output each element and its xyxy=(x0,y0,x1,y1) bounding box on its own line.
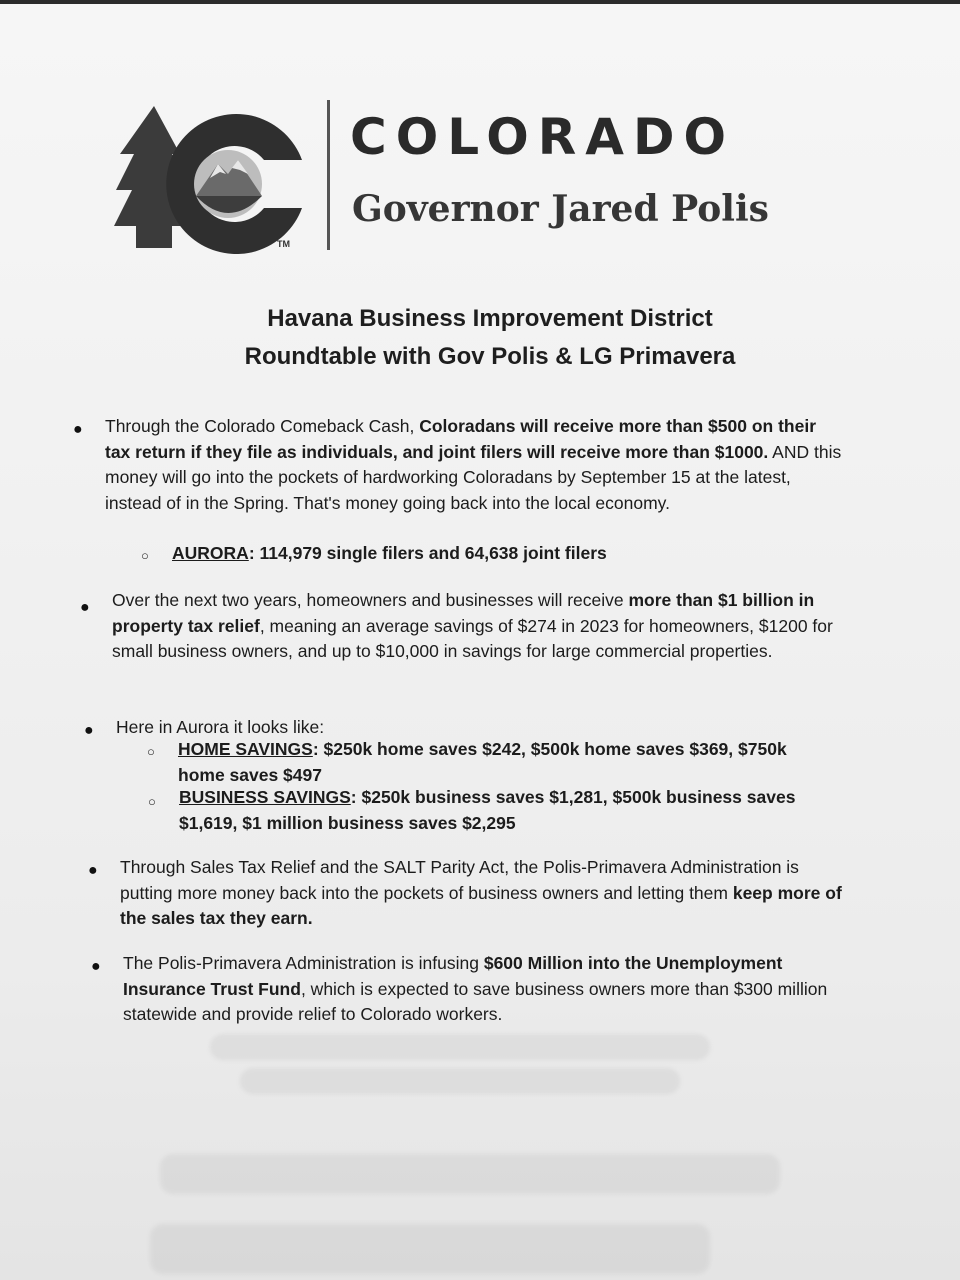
bullet-bold-text: more than $1 billion in property tax relief xyxy=(112,590,815,636)
bullet-text: Here in Aurora it looks like: xyxy=(116,717,325,737)
letterhead-divider xyxy=(327,100,330,250)
sub-bullet-circle: ○ xyxy=(148,794,156,809)
document-page xyxy=(0,4,960,1280)
sub-bullet-aurora xyxy=(172,541,832,567)
bullet-dot: ● xyxy=(84,722,94,739)
bullet-text: AND this money will go into the pockets of hardworking Coloradans by September 15 at the latest, instead of in the Spring. That's money going back into the local economy. xyxy=(105,441,842,513)
bullet-text: The Polis-Primavera Administration is infusing xyxy=(123,953,484,973)
bullet-dot: ● xyxy=(88,862,98,879)
document-title xyxy=(150,300,830,376)
bullet-bold-text: $600 Million into the Unemployment Insurance Trust Fund xyxy=(123,953,783,999)
bullet-text: Through Sales Tax Relief and the SALT Parity Act, the Polis-Primavera Administration is putting more money back into the pockets of business owners and letting them xyxy=(120,857,799,903)
bullet-unemployment-fund xyxy=(123,951,835,1028)
bullet-dot: ● xyxy=(73,421,83,438)
bullet-bold-text: keep more of the sales tax they earn. xyxy=(120,882,842,928)
sub-bullet-text: : 114,979 single filers and 64,638 joint filers xyxy=(248,543,607,563)
bullet-sales-tax xyxy=(120,855,850,932)
bullet-text: Through the Colorado Comeback Cash, xyxy=(105,416,420,436)
bullet-dot: ● xyxy=(80,599,90,616)
bullet-property-tax xyxy=(112,588,847,665)
bullet-bold-text: Coloradans will receive more than $500 on their tax return if they file as individuals, and joint filers will receive more than $1000. xyxy=(105,416,817,462)
sub-bullet-circle: ○ xyxy=(147,744,155,759)
sub-bullet-label: BUSINESS SAVINGS xyxy=(179,787,351,807)
sub-bullet-label: AURORA xyxy=(172,543,249,563)
bullet-comeback-cash xyxy=(105,414,845,516)
bullet-text: Over the next two years, homeowners and businesses will receive xyxy=(112,590,629,610)
governor-name: Governor Jared Polis xyxy=(352,188,769,230)
sub-bullet-home-savings xyxy=(178,737,838,788)
bleed-through-shadow xyxy=(240,1068,680,1094)
bleed-through-shadow xyxy=(160,1154,780,1194)
sub-bullet-label: HOME SAVINGS xyxy=(178,739,313,759)
title-line-1: Havana Business Improvement District xyxy=(267,305,713,332)
bullet-dot: ● xyxy=(91,958,101,975)
bullet-text: , which is expected to save business owners more than $300 million statewide and provide relief to Colorado workers. xyxy=(123,978,828,1024)
bleed-through-shadow xyxy=(150,1224,710,1274)
title-line-2: Roundtable with Gov Polis & LG Primavera xyxy=(244,343,736,370)
bleed-through-shadow xyxy=(210,1034,710,1060)
colorado-c-mountain-logo xyxy=(114,98,314,258)
sub-bullet-circle: ○ xyxy=(141,548,149,563)
sub-bullet-text: : $250k business saves $1,281, $500k business saves $1,619, $1 million business saves $2,295 xyxy=(179,787,796,833)
brand-wordmark: COLORADO xyxy=(350,108,735,166)
bullet-text: , meaning an average savings of $274 in 2023 for homeowners, $1200 for small business owners, and up to $10,000 in savings for large commercial properties. xyxy=(112,615,833,661)
sub-bullet-text: : $250k home saves $242, $500k home saves $369, $750k home saves $497 xyxy=(178,739,787,785)
trademark-mark: TM xyxy=(277,239,290,249)
sub-bullet-business-savings xyxy=(179,785,849,836)
